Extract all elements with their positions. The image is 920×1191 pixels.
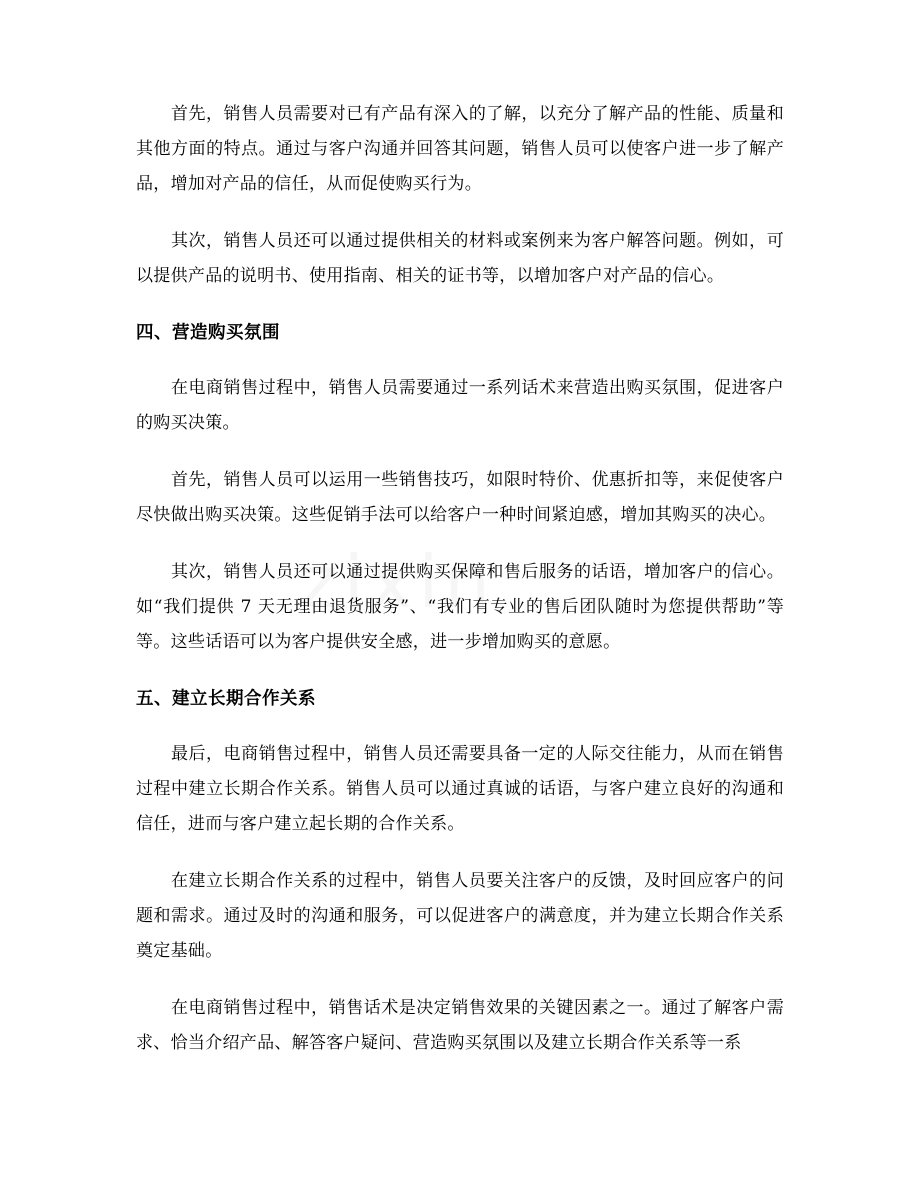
paragraph-provide-materials: 其次，销售人员还可以通过提供相关的材料或案例来为客户解答问题。例如，可以提供产品的说明书、使用指南、相关的证书等，以增加客户对产品的信心。 (136, 231, 784, 286)
section-heading-long-term: 五、建立长期合作关系 (136, 689, 316, 709)
paragraph-interpersonal: 最后，电商销售过程中，销售人员还需要具备一定的人际交往能力，从而在销售过程中建立长期合作关系。销售人员可以通过真诚的话语，与客户建立良好的沟通和信任，进而与客户建立起长期的合作关系。 (136, 744, 784, 834)
paragraph-conclusion: 在电商销售过程中，销售话术是决定销售效果的关键因素之一。通过了解客户需求、恰当介绍产品、解答客户疑问、营造购买氛围以及建立长期合作关系等一系 (136, 998, 784, 1053)
paragraph-feedback: 在建立长期合作关系的过程中，销售人员要关注客户的反馈，及时回应客户的问题和需求。通过及时的沟通和服务，可以促进客户的满意度，并为建立长期合作关系奠定基础。 (136, 871, 784, 961)
paragraph-sales-techniques: 首先，销售人员可以运用一些销售技巧，如限时特价、优惠折扣等，来促使客户尽快做出购买决策。这些促销手法可以给客户一种时间紧迫感，增加其购买的决心。 (136, 470, 784, 525)
paragraph-guarantees: 其次，销售人员还可以通过提供购买保障和售后服务的话语，增加客户的信心。如“我们提供 7 天无理由退货服务”、“我们有专业的售后团队随时为您提供帮助”等等。这些话语可以为客户提供安全感，进一步增加购买的意愿。 (136, 562, 784, 652)
paragraph-atmosphere-intro: 在电商销售过程中，销售人员需要通过一系列话术来营造出购买氛围，促进客户的购买决策。 (136, 378, 784, 433)
section-heading-atmosphere: 四、营造购买氛围 (136, 323, 280, 343)
paragraph-product-knowledge: 首先，销售人员需要对已有产品有深入的了解，以充分了解产品的性能、质量和其他方面的特点。通过与客户沟通并回答其问题，销售人员可以使客户进一步了解产品，增加对产品的信任，从而促使购买行为。 (136, 104, 784, 194)
document-body (136, 97, 784, 1083)
